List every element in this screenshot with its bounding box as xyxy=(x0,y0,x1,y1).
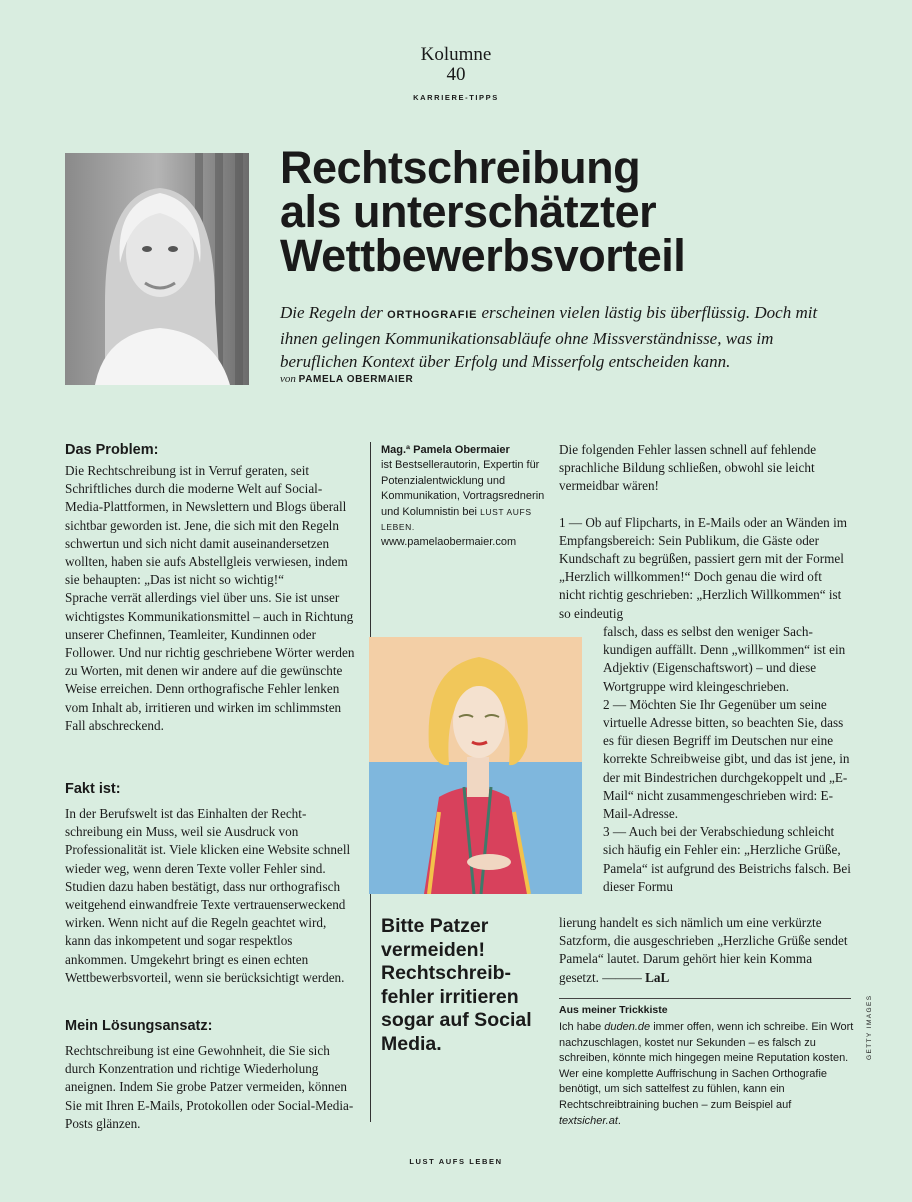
section-label: KARRIERE-TIPPS xyxy=(413,93,499,102)
tipbox-rule xyxy=(559,998,851,999)
article-lead xyxy=(280,301,850,373)
section-heading-loesung: Mein Lösungsansatz: xyxy=(65,1018,213,1034)
section-text-loesung: Rechtschreibung ist eine Gewohnheit, die Sie sich durch Konzentration und richtige Wiederholung aneignen. Indem Sie grobe Patzer vermeiden, können Sie mit Ihren E-Mails, Protokollen oder Social-Media-Posts glänzen. xyxy=(65,1043,354,1131)
problem-paragraph-1: Die Rechtschreibung ist in Verruf geraten, seit Schriftliches durch die moderne Welt auf Social-Media-Plattformen, in Newslettern und Blogs überall sichtbar geworden ist. Jene, die sich mit den Regeln schwertun und sich nicht damit auseinandersetzen wollten, haben sie aufs Abstellgleis verwiesen, indem sie behaupten: „Das ist nicht so wichtig!“ xyxy=(65,463,348,588)
col3-tip2: 2 — Möchten Sie Ihr Gegenüber um seine virtuelle Adresse bitten, so beachten Sie, dass es für diesen Begriff im Deutschen nur eine korrekte Schreibweise gibt, und das ist jene, in der mit Bindestrichen durchgekoppelt und „E-Mail“ nicht zusammengeschrieben wird: E-Mail-Adresse. xyxy=(603,696,850,822)
section-heading-fakt: Fakt ist: xyxy=(65,781,121,797)
section-heading-problem: Das Problem: xyxy=(65,442,159,458)
tipbox-heading: Aus meiner Trickkiste xyxy=(559,1004,668,1016)
col3-intro: Die folgenden Fehler lassen schnell auf fehlende sprachliche Bildung schließen, obwohl sie leicht vermeidbar wären! xyxy=(559,442,817,494)
col3-tip1-end: falsch, dass es selbst den weniger Sachkundigen auffällt. Denn „willkommen“ ist ein Adjektiv (Eigenschaftswort) – und diese Wortgruppe wird kleingeschrieben. xyxy=(603,624,846,694)
section-text-fakt: In der Berufswelt ist das Einhalten der Rechtschreibung ein Muss, weil sie Ausdruck von Professionalität ist. Viele klicken eine Website schnell wieder weg, wenn deren Texte voller Fehler sind. Studien dazu haben bestätigt, dass nur orthografisch weitgehend einwandfreie Texte vertrauenserweckend wirken. Wenn nicht auf die Regeln geachtet wird, kann das inkompetent und sogar respektlos ankommen. Umgekehrt bringt es einen echten Wettbewerbsvorteil, wenn sie berücksichtigt werden. xyxy=(65,806,351,985)
pull-quote: Bitte Patzer vermeiden! Rechtschreibfehler irritieren sogar auf Social Media. xyxy=(381,915,532,1055)
column-number: 40 xyxy=(446,64,466,85)
author-portrait xyxy=(65,153,249,385)
tipbox-text xyxy=(559,1020,855,1129)
byline-author: PAMELA OBERMAIER xyxy=(298,374,414,385)
col3-tip1-start: 1 — Ob auf Flipcharts, in E-Mails oder an Wänden im Empfangsbereich: Sein Publikum, die Gäste oder Kundschaft zu begrüßen, passiert gern mit der Formel „Herzlich willkommen!“ Doch genau die wird oft nicht richtig geschrieben: „Herzlich Willkommen“ ist so eindeutig xyxy=(559,514,847,621)
bio-magazine: LUST AUFS LEBEN. xyxy=(381,506,532,533)
byline-von: von xyxy=(280,373,296,385)
col3-tip3-start: 3 — Auch bei der Verabschiedung schleicht sich häufig ein Fehler ein: „Herzliche Grüße, Pamela“ ist aufgrund des Beistrichs falsch. Bei dieser Formu xyxy=(603,824,851,894)
column-3-bottom xyxy=(559,914,851,987)
tip-text-3: . xyxy=(617,1114,621,1127)
bio-url: www.pamelaobermaier.com xyxy=(381,536,517,549)
signature: LaL xyxy=(645,969,670,985)
column-3-indented xyxy=(603,623,851,896)
bio-text xyxy=(381,458,546,535)
byline xyxy=(280,373,413,385)
tip-text-2: immer offen, wenn ich schreibe. Ein Wort nachzuschlagen, kostet nur Sekunden – es falsch zu schreiben, könnte mich hingegen meine Reputation kosten. Wer eine komplette Auffrischung in Sachen Orthografie benötigt, um sich sattelfest zu fühlen, kann ein Rechtschreibtraining buchen – zum Beispiel auf xyxy=(559,1021,854,1111)
problem-paragraph-2: Sprache verrät allerdings viel über uns. Sie ist unser wichtigstes Kommunikationsmittel – auch in Richtung unserer Chefinnen, Teamleiter, Kundinnen oder Follower. Und nur richtig geschriebene Wörter werden zu Worten, mit denen wir andere auf die gewünschte Weise erreichen. Denn orthografische Fehler lenken vom Inhalt ab, irritieren und wirken im schlimmsten Fall abschreckend. xyxy=(65,590,355,733)
lead-keyword: ORTHOGRAFIE xyxy=(387,309,478,321)
fashion-illustration xyxy=(369,637,582,894)
title-line-2: als unterschätzter xyxy=(280,186,657,237)
page-footer: LUST AUFS LEBEN xyxy=(409,1157,503,1166)
title-line-3: Wettbewerbsvorteil xyxy=(280,230,686,281)
tip-link-duden: duden.de xyxy=(604,1021,651,1033)
column-3-top xyxy=(559,441,851,623)
bio-name: Mag.ª Pamela Obermaier xyxy=(381,444,510,456)
col3-tip3-end: lierung handelt es sich nämlich um eine verkürzte Satzform, die ausgeschrieben „Herzliche Grüße sendet Pamela“ lautet. Darum gehört hier kein Komma gesetzt. ——— xyxy=(559,915,848,985)
column-label: Kolumne xyxy=(420,44,492,65)
lead-text-1: Die Regeln der xyxy=(280,303,388,322)
tip-text-1: Ich habe xyxy=(559,1021,605,1033)
lead-text-2: erscheinen vielen lästig bis überflüssig. Doch mit ihnen gelingen Kommunikationsabläufe ohne Missverständnisse, was im beruflichen Kontext über Erfolg und Misserfolg entscheiden kann. xyxy=(280,303,818,371)
author-bio xyxy=(381,443,546,551)
bio-description: ist Bestsellerautorin, Expertin für Potenzialentwicklung und Kommunikation, Vortragsrednerin und Kolumnistin bei xyxy=(381,459,545,518)
section-text-problem xyxy=(65,462,355,735)
article-title xyxy=(280,142,900,281)
tip-link-textsicher: textsicher.at xyxy=(559,1114,618,1127)
photo-credit: GETTY IMAGES xyxy=(866,994,873,1060)
title-line-1: Rechtschreibung xyxy=(280,142,641,193)
